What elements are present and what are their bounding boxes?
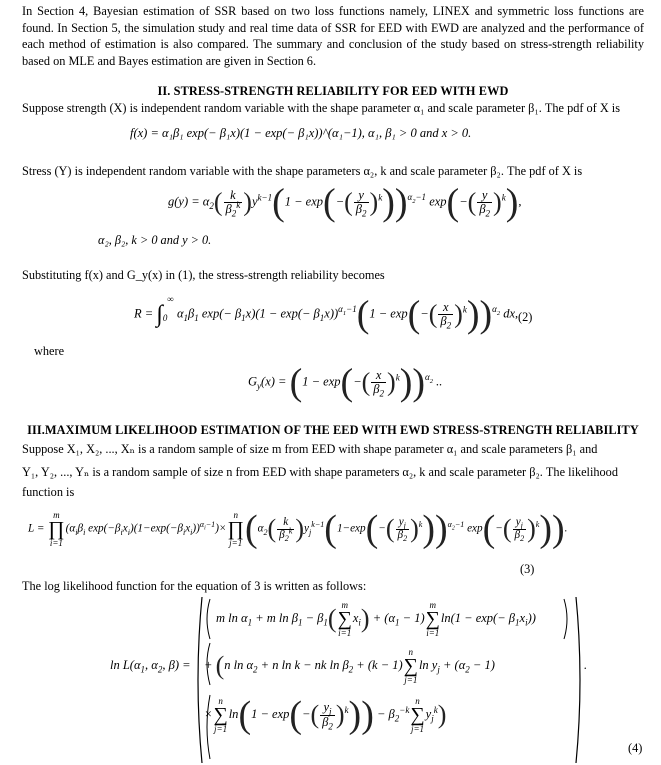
intro-paragraph: In Section 4, Bayesian estimation of SSR based on two loss functions namely, LINEX and symmetric loss functions are found. In Section 5, the simulation study and real time data of SSR for EED with EWD are analyzed and the performance of each method of estimation is also compared. The summary and conclusion of the study based on stress-strength reliability based on MLE and Bayes estimation are given in Section 6. bbox=[22, 4, 644, 69]
reliability-equation: $R = \int_0^\infty$ $\alpha_1\beta_1$ $\exp(- \beta_1x)(1 - \exp(- \beta_1x))^{\alpha_1-1}(1 - \exp(-$( $\frac{x}{\beta_2}$ )$^k$))$^{\alpha_2}$ dx, bbox=[134, 293, 519, 336]
where-label: where bbox=[34, 344, 65, 358]
loglik-line-2: + (n $\ln \alpha_2 + n$ ln k − nk $\ln \beta_2 + (k - 1)$ n ∑ j=1 $\ln y_j + (\alpha_2 - 1)$ bbox=[204, 647, 495, 685]
likelihood-equation: L = m ∏ i=1 ($\alpha_i\beta_i$ $\exp(-\beta_ix_i)(1-\exp(-\beta_ix_i))^{\alpha_i-1})\times$ n ∏ j=1 ($\alpha_2$( $\frac{k}{\beta_2^k}$ )$y_j^{k-1}(1-\exp(-$( $\frac{y_j}{\beta_2}$ )$^k$))$^{\alpha_2-1}$ exp(−( $\frac{y_j}{\beta_2}$ )$^k$)). bbox=[28, 508, 568, 551]
loglik-end-dot: . bbox=[584, 658, 588, 672]
substitution-paragraph: Substituting f(x) and G_y(x) in (1), the stress-strength reliability becomes bbox=[22, 268, 385, 282]
sample-line-1: Suppose X₁, X₂, ..., Xₙ is a random sample of size m from EED with shape parameter α₁ and scale parameters β₁ and bbox=[22, 442, 598, 456]
pdf-f-text: f(x) = α₁β₁ exp(− β₁x)(1 − exp(− β₁x))^(α₁−1), α₁, β₁ > 0 and x > 0. bbox=[130, 126, 472, 140]
pdf-g-conditions: α₂, β₂, k > 0 and y > 0. bbox=[98, 233, 212, 247]
pdf-f-equation bbox=[130, 125, 471, 142]
section-3-heading: III.MAXIMUM LIKELIHOOD ESTIMATION OF THE EED WITH EWD STRESS-STRENGTH RELIABILITY bbox=[27, 423, 639, 437]
stress-paragraph: Stress (Y) is independent random variable with the shape parameters α₂, k and scale parameter β₂. The pdf of X is bbox=[22, 164, 583, 178]
pdf-g-equation: $g(y) = \alpha_2$( $\frac{k}{\beta_2^k}$ )$y^{k-1}(1 - \exp(-$( $\frac{y}{\beta_2}$ )$^k$))$^{\alpha_2-1}$ exp(−( $\frac{y}{\beta_2}$ )$^k$), bbox=[168, 181, 522, 224]
loglik-line-3: × n ∑ j=1 ln(1 − exp(−( $\frac{y_j}{\beta_2}$ )$^k)) - \beta_2^{-k}$ n ∑ j=1 $y_j^k$) bbox=[204, 694, 447, 737]
equation-4-number: (4) bbox=[628, 741, 643, 755]
equation-3-number: (3) bbox=[520, 562, 535, 576]
loglik-paragraph: The log likelihood function for the equation of 3 is written as follows: bbox=[22, 579, 367, 593]
strength-paragraph: Suppose strength (X) is independent random variable with the shape parameter α₁ and scale parameter β₁. The pdf of X is bbox=[22, 101, 621, 115]
equation-2-number: (2) bbox=[518, 310, 533, 324]
loglik-line-1: m $\ln \alpha_1 + m$ $\ln \beta_1 - \beta_1$( m ∑ i=1 $x_i) + (\alpha_1 - 1)$ m ∑ i=1 $\ln(1 - \exp(- \beta_1x_i))$ bbox=[216, 600, 536, 638]
loglik-lhs: $\ln L(\alpha_1$, $\alpha_2$, β) = bbox=[110, 658, 191, 675]
sample-line-3: function is bbox=[22, 485, 75, 499]
g-cdf-equation: $G_y(x) = (1 - \exp(-$( $\frac{x}{\beta_2}$ )$^k$))$^{\alpha_2}$ .. bbox=[248, 361, 443, 404]
sample-line-2: Y₁, Y₂, ..., Yₙ is a random sample of size n from EED with shape parameters α₂, k and scale parameter β₂. The likelihood bbox=[22, 465, 618, 479]
section-2-heading: II. STRESS-STRENGTH RELIABILITY FOR EED WITH EWD bbox=[157, 84, 509, 98]
